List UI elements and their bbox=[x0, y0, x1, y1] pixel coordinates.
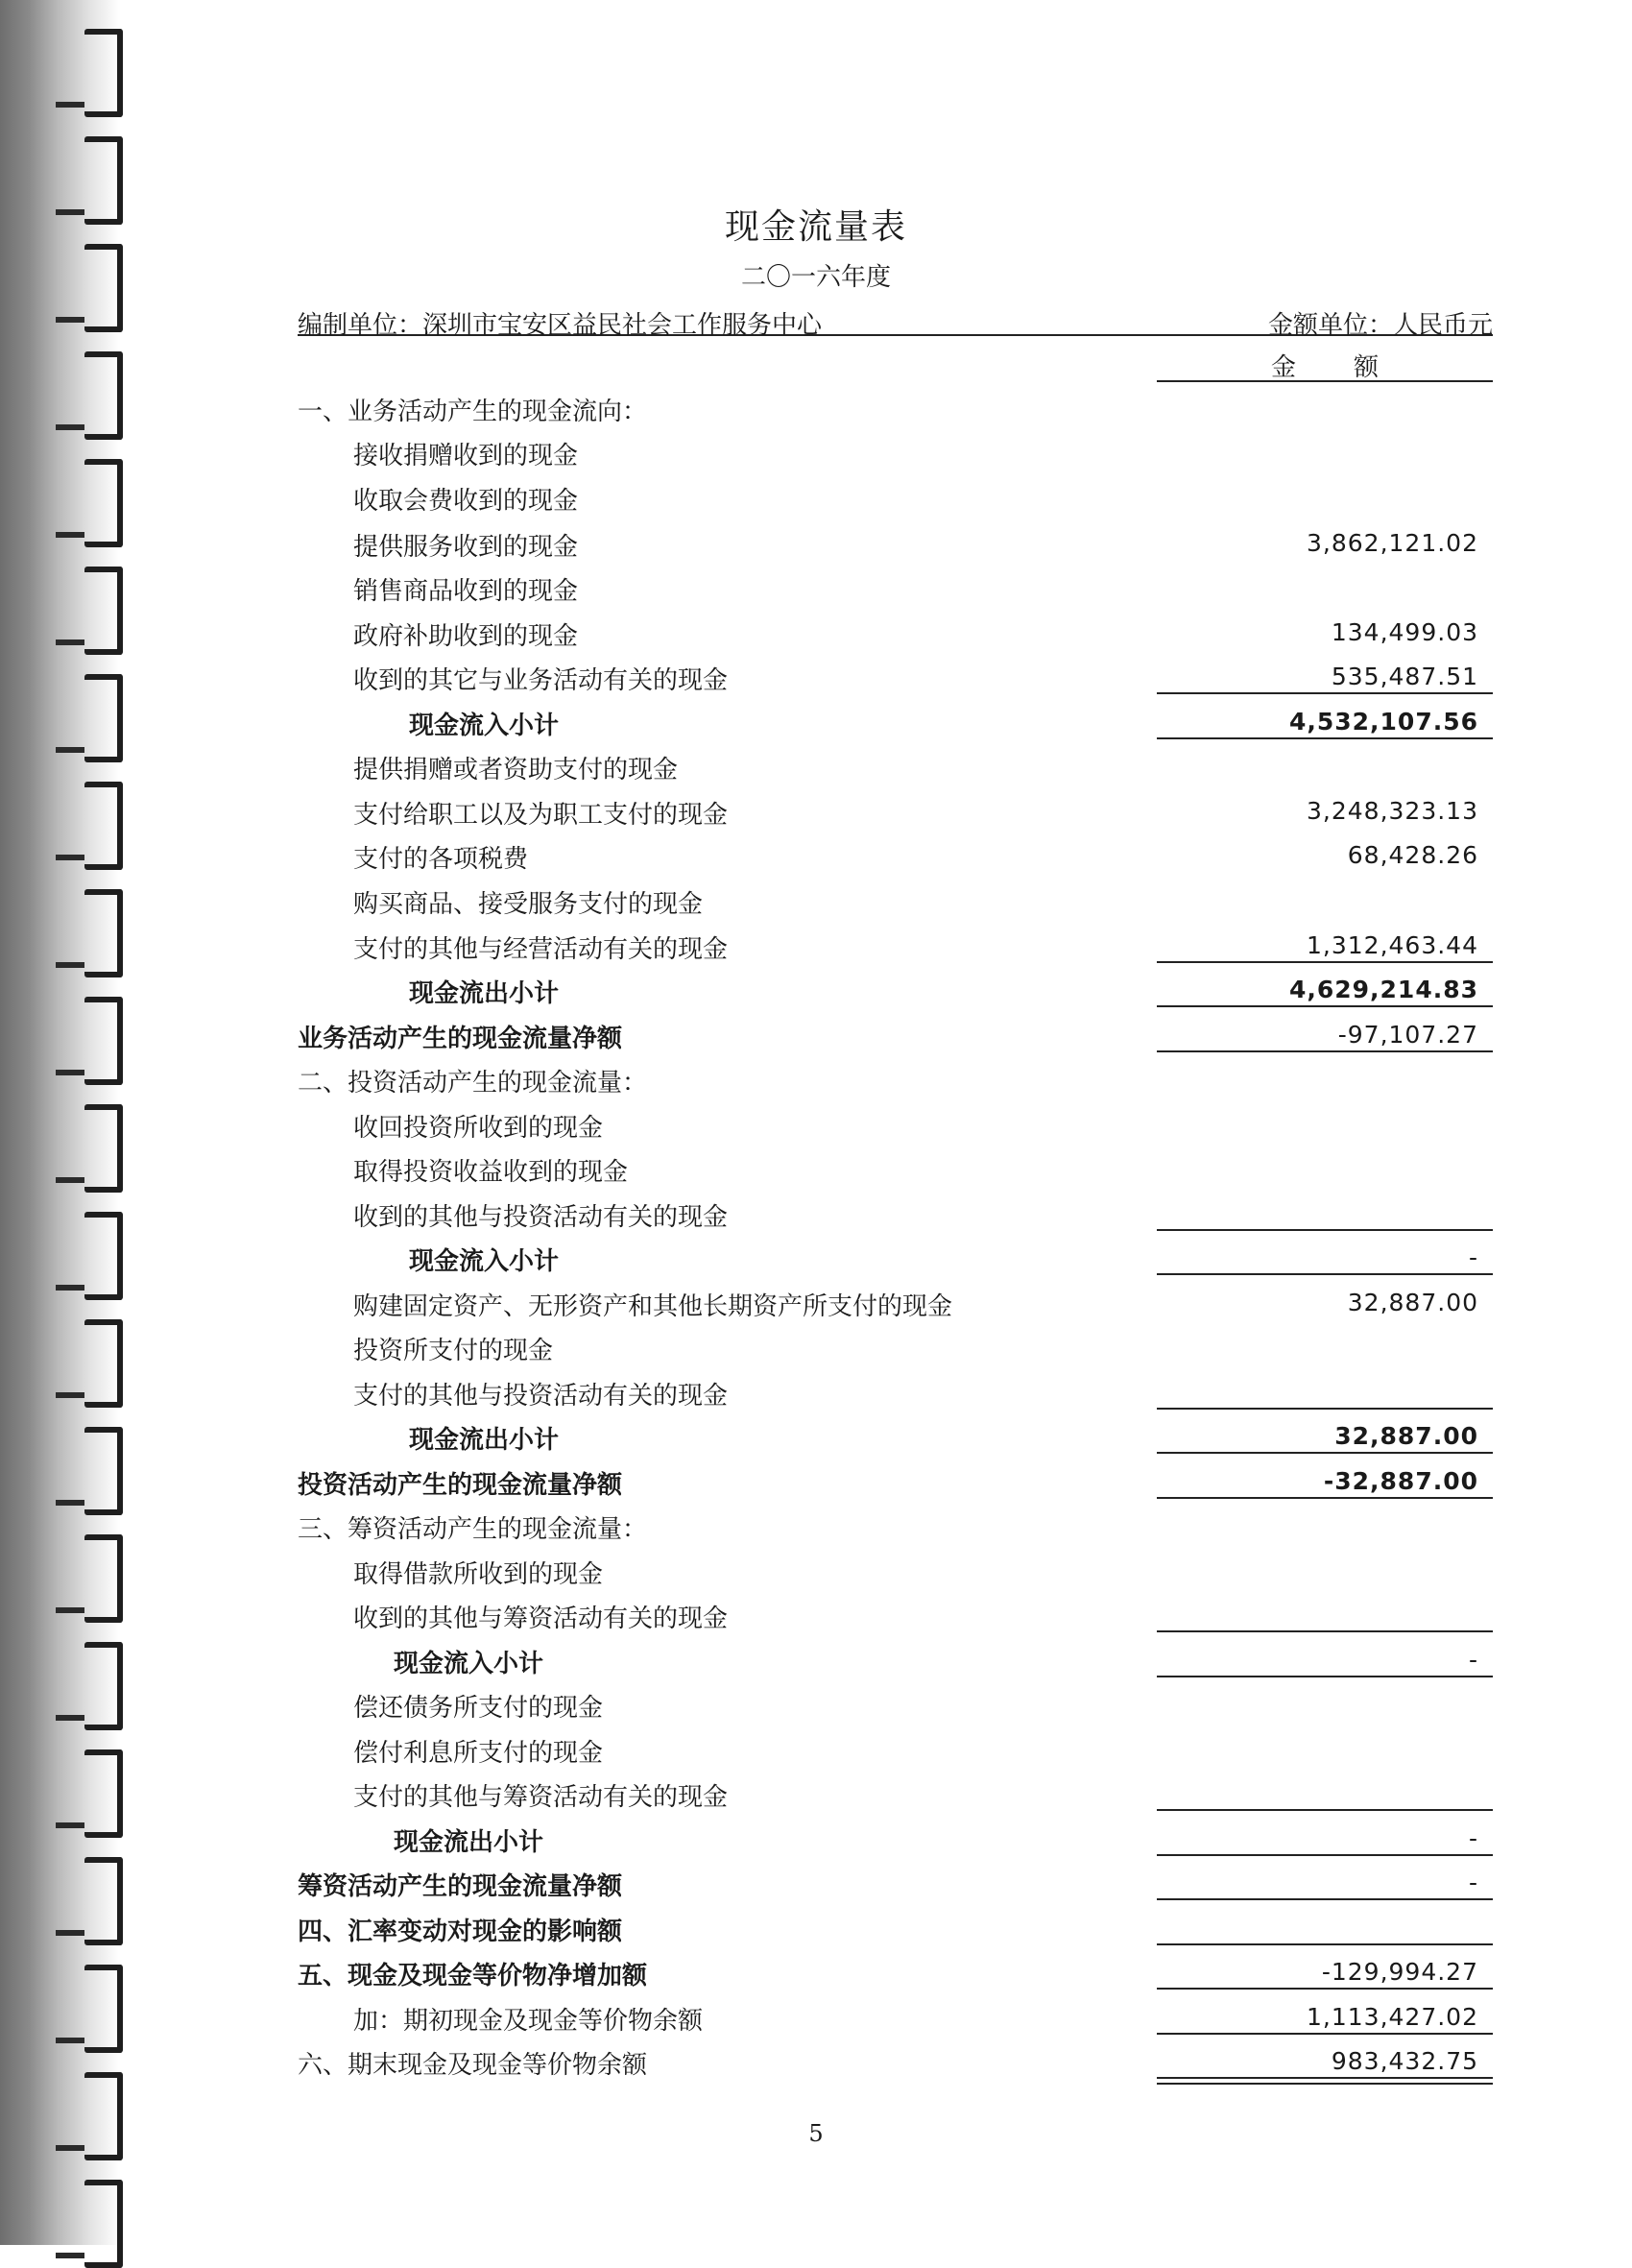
binding-ring bbox=[84, 1212, 123, 1300]
row-label: 收到的其他与筹资活动有关的现金 bbox=[353, 1604, 729, 1633]
row-label: 支付的其他与投资活动有关的现金 bbox=[353, 1382, 729, 1411]
row-label: 加：期初现金及现金等价物余额 bbox=[353, 2007, 704, 2036]
underline bbox=[1157, 2033, 1493, 2035]
row-label: 销售商品收到的现金 bbox=[353, 577, 579, 606]
row-label: 投资所支付的现金 bbox=[353, 1337, 554, 1365]
row-label: 收到的其它与业务活动有关的现金 bbox=[353, 666, 729, 695]
table-row bbox=[298, 1867, 1493, 1901]
underline bbox=[1157, 692, 1493, 694]
row-label: 筹资活动产生的现金流量净额 bbox=[298, 1872, 623, 1901]
table-row bbox=[298, 1599, 1493, 1633]
row-value: -97,107.27 bbox=[1337, 1021, 1478, 1049]
table-row bbox=[298, 1331, 1493, 1365]
underline bbox=[1157, 1988, 1493, 1990]
binding-ring bbox=[84, 1857, 123, 1945]
underline bbox=[1157, 1943, 1493, 1945]
underline bbox=[1157, 1452, 1493, 1454]
underline bbox=[1157, 1497, 1493, 1499]
row-label: 提供服务收到的现金 bbox=[353, 533, 579, 562]
spiral-binding-edge bbox=[0, 0, 120, 2245]
row-label: 投资活动产生的现金流量净额 bbox=[298, 1471, 623, 1500]
underline bbox=[1157, 1854, 1493, 1856]
table-row bbox=[298, 661, 1493, 695]
binding-ring bbox=[84, 2072, 123, 2160]
row-value: 535,487.51 bbox=[1331, 663, 1478, 690]
table-row bbox=[298, 1465, 1493, 1500]
table-row bbox=[298, 1152, 1493, 1187]
row-value: 1,113,427.02 bbox=[1307, 2003, 1478, 2031]
row-label: 支付的各项税费 bbox=[353, 845, 529, 874]
table-row bbox=[298, 481, 1493, 516]
row-value: - bbox=[1468, 1824, 1478, 1852]
row-label: 现金流入小计 bbox=[409, 712, 560, 740]
row-label: 收取会费收到的现金 bbox=[353, 487, 579, 516]
table-row bbox=[298, 2045, 1493, 2080]
table-row bbox=[298, 1019, 1493, 1053]
binding-ring bbox=[84, 782, 123, 870]
row-value: - bbox=[1468, 1869, 1478, 1896]
binding-ring bbox=[84, 567, 123, 655]
row-label: 业务活动产生的现金流量净额 bbox=[298, 1025, 623, 1053]
underline bbox=[1157, 1273, 1493, 1275]
underline bbox=[1157, 1809, 1493, 1811]
row-label: 政府补助收到的现金 bbox=[353, 622, 579, 651]
row-label: 取得投资收益收到的现金 bbox=[353, 1158, 629, 1187]
currency-unit: 金额单位：人民币元 bbox=[1267, 311, 1493, 340]
binding-ring bbox=[84, 997, 123, 1085]
table-row bbox=[298, 1242, 1493, 1276]
row-label: 现金流出小计 bbox=[394, 1828, 544, 1857]
row-label: 收回投资所收到的现金 bbox=[353, 1114, 604, 1143]
row-label: 一、业务活动产生的现金流向： bbox=[298, 398, 648, 426]
row-value: 1,312,463.44 bbox=[1307, 931, 1478, 959]
amount-column-header: 金额 bbox=[1157, 348, 1493, 382]
underline bbox=[1157, 1408, 1493, 1410]
page-number: 5 bbox=[808, 2120, 824, 2147]
underline bbox=[1157, 1050, 1493, 1052]
table-row bbox=[298, 706, 1493, 740]
row-value: 983,432.75 bbox=[1331, 2047, 1478, 2075]
row-label: 购建固定资产、无形资产和其他长期资产所支付的现金 bbox=[353, 1292, 953, 1321]
row-value: 68,428.26 bbox=[1347, 841, 1478, 869]
table-row bbox=[298, 2001, 1493, 2036]
underline bbox=[1157, 737, 1493, 739]
row-value: - bbox=[1468, 1646, 1478, 1674]
row-label: 现金流入小计 bbox=[409, 1247, 560, 1276]
table-row bbox=[298, 1644, 1493, 1678]
binding-ring bbox=[84, 1104, 123, 1193]
binding-ring bbox=[84, 2180, 123, 2268]
row-label: 提供捐赠或者资助支付的现金 bbox=[353, 756, 679, 784]
table-row bbox=[298, 436, 1493, 470]
binding-ring bbox=[84, 1965, 123, 2053]
binding-ring bbox=[84, 1319, 123, 1408]
row-value: 3,248,323.13 bbox=[1307, 797, 1478, 825]
row-label: 三、筹资活动产生的现金流量： bbox=[298, 1515, 648, 1544]
table-row bbox=[298, 884, 1493, 919]
page-title: 现金流量表 bbox=[724, 207, 907, 247]
row-value: 32,887.00 bbox=[1347, 1289, 1478, 1316]
row-label: 偿付利息所支付的现金 bbox=[353, 1739, 604, 1768]
table-row bbox=[298, 929, 1493, 964]
table-row bbox=[298, 1777, 1493, 1812]
row-label: 支付给职工以及为职工支付的现金 bbox=[353, 801, 729, 830]
row-value: -129,994.27 bbox=[1321, 1958, 1478, 1986]
row-label: 二、投资活动产生的现金流量： bbox=[298, 1069, 648, 1098]
row-label: 现金流入小计 bbox=[394, 1650, 544, 1678]
underline bbox=[1157, 1005, 1493, 1007]
table-row bbox=[298, 1956, 1493, 1991]
row-label: 接收捐赠收到的现金 bbox=[353, 442, 579, 470]
underline bbox=[1157, 1676, 1493, 1677]
table-row bbox=[298, 1688, 1493, 1723]
table-row bbox=[298, 1108, 1493, 1143]
table-row bbox=[298, 1197, 1493, 1232]
table-row bbox=[298, 1509, 1493, 1544]
table-row bbox=[298, 974, 1493, 1008]
row-label: 五、现金及现金等价物净增加额 bbox=[298, 1962, 648, 1991]
row-label: 偿还债务所支付的现金 bbox=[353, 1694, 604, 1723]
row-label: 现金流出小计 bbox=[409, 1426, 560, 1455]
row-value: -32,887.00 bbox=[1323, 1467, 1478, 1495]
table-row bbox=[298, 1376, 1493, 1411]
row-label: 支付的其他与经营活动有关的现金 bbox=[353, 935, 729, 964]
row-label: 六、期末现金及现金等价物余额 bbox=[298, 2051, 648, 2080]
row-label: 现金流出小计 bbox=[409, 979, 560, 1008]
table-row bbox=[298, 750, 1493, 784]
row-label: 购买商品、接受服务支付的现金 bbox=[353, 890, 704, 919]
report-header bbox=[298, 305, 1493, 340]
table-row bbox=[298, 1287, 1493, 1321]
organization-name: 编制单位：深圳市宝安区益民社会工作服务中心 bbox=[298, 311, 823, 340]
underline bbox=[1157, 1630, 1493, 1632]
row-value: 32,887.00 bbox=[1334, 1422, 1478, 1450]
row-value: 3,862,121.02 bbox=[1307, 529, 1478, 557]
table-row bbox=[298, 616, 1493, 651]
table-row bbox=[298, 1063, 1493, 1098]
table-row bbox=[298, 392, 1493, 426]
table-row bbox=[298, 795, 1493, 830]
binding-ring bbox=[84, 29, 123, 117]
table-row bbox=[298, 1555, 1493, 1589]
table-row bbox=[298, 1912, 1493, 1946]
table-row bbox=[298, 1420, 1493, 1455]
binding-ring bbox=[84, 674, 123, 762]
double-underline bbox=[1157, 2077, 1493, 2085]
table-row bbox=[298, 527, 1493, 562]
table-row bbox=[298, 1822, 1493, 1857]
row-label: 取得借款所收到的现金 bbox=[353, 1560, 604, 1589]
binding-ring bbox=[84, 1427, 123, 1515]
table-row bbox=[298, 839, 1493, 874]
underline bbox=[1157, 1229, 1493, 1231]
binding-ring bbox=[84, 889, 123, 977]
row-label: 收到的其他与投资活动有关的现金 bbox=[353, 1203, 729, 1232]
row-value: 134,499.03 bbox=[1331, 618, 1478, 646]
underline bbox=[1157, 1898, 1493, 1900]
underline bbox=[1157, 961, 1493, 963]
row-label: 支付的其他与筹资活动有关的现金 bbox=[353, 1783, 729, 1812]
binding-ring bbox=[84, 459, 123, 547]
table-row bbox=[298, 1733, 1493, 1768]
row-value: 4,629,214.83 bbox=[1288, 976, 1478, 1003]
row-value: - bbox=[1468, 1243, 1478, 1271]
report-period: 二〇一六年度 bbox=[740, 263, 891, 292]
binding-ring bbox=[84, 351, 123, 440]
row-label: 四、汇率变动对现金的影响额 bbox=[298, 1918, 623, 1946]
binding-ring bbox=[84, 1749, 123, 1838]
binding-ring bbox=[84, 1534, 123, 1623]
table-row bbox=[298, 571, 1493, 606]
row-value: 4,532,107.56 bbox=[1288, 708, 1478, 736]
binding-ring bbox=[84, 1642, 123, 1730]
